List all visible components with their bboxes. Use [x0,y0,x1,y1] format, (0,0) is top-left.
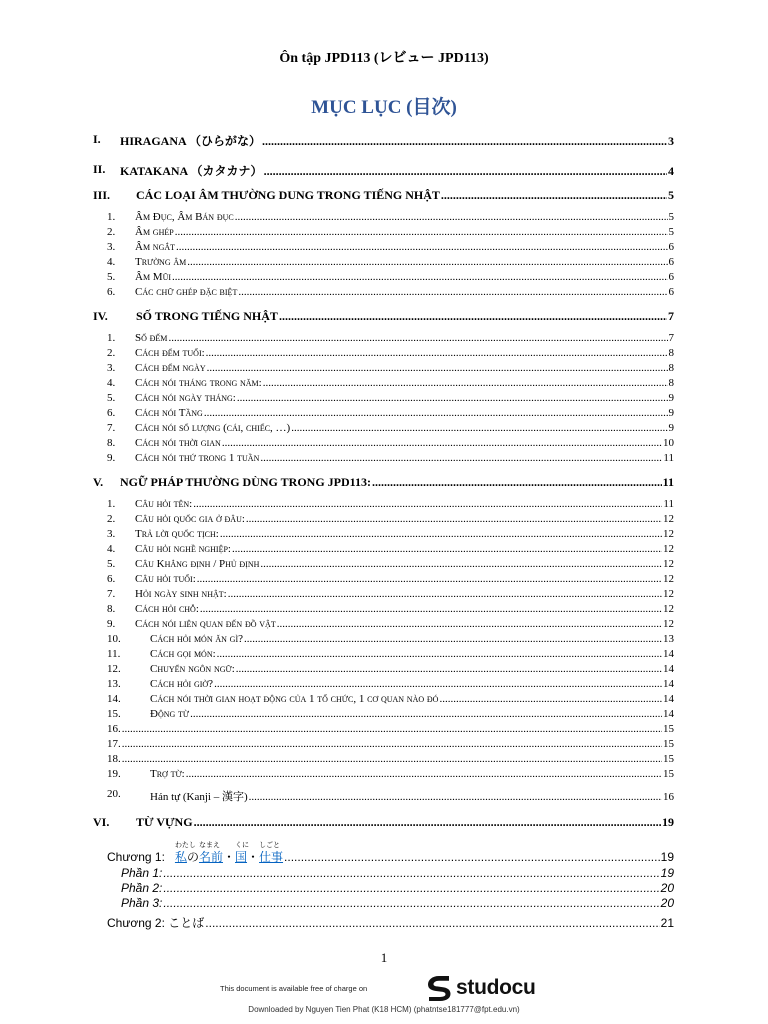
toc-entry-body [135,377,674,389]
toc-entry-number: 8. [107,437,116,449]
toc-entry-page: 14 [663,663,674,675]
toc-entry[interactable] [0,422,768,436]
toc-entry-title: Cách đếm tuổi: [135,347,205,359]
toc-entry-page: 5 [668,188,674,202]
toc-entry[interactable] [0,693,768,707]
toc-entry-body [135,286,674,298]
toc-entry-body [135,226,674,238]
toc-leader-dots [291,422,667,434]
furigana: わたし [174,842,196,849]
toc-entry-page: 12 [663,603,674,615]
toc-entry-page: 15 [663,723,674,735]
toc-entry-page: 8 [668,347,674,359]
toc-entry[interactable] [0,241,768,255]
toc-entry-title: Âm Đục, Âm Bán đục [135,211,234,223]
toc-entry-page: 6 [668,256,674,268]
toc-entry-number: II. [93,162,106,176]
toc-entry-page: 14 [663,693,674,705]
toc-entry-title: Cách nói tháng trong năm: [135,377,262,389]
toc-entry-title: Trợ từ: [150,768,185,780]
toc-entry[interactable] [0,309,768,323]
toc-entry-title: Cách nói liên quan đến đồ vật [135,618,276,630]
toc-entry-page: 11 [663,498,674,510]
toc-entry-body [150,788,674,804]
toc-entry-body [135,513,674,525]
toc-entry-number: 20. [107,788,121,800]
toc-leader-dots [200,603,662,615]
toc-entry[interactable] [0,377,768,391]
toc-entry-title: Số đếm [135,332,168,344]
kana-particle: ・ [247,850,260,864]
toc-entry-body [150,708,674,720]
toc-entry-number: 2. [107,347,116,359]
toc-entry-page: 9 [668,392,674,404]
toc-entry[interactable] [0,162,768,176]
toc-entry-page: 12 [663,558,674,570]
toc-entry-title: Động từ [150,708,190,720]
toc-leader-dots [220,528,662,540]
toc-entry-body [135,241,674,253]
toc-entry-page: 16 [663,791,674,803]
toc-entry-title: HIRAGANA （ひらがな） [120,134,262,148]
toc-leader-dots [263,377,668,389]
furigana: なまえ [198,842,220,849]
kanji-word: 仕事 しごと [259,842,284,864]
toc-entry-page: 12 [663,618,674,630]
toc-entry[interactable] [0,452,768,466]
toc-entry-page: 12 [663,573,674,585]
toc-entry-title: 18. [107,753,121,765]
toc-entry-page: 20 [660,881,674,895]
toc-entry-title: Âm Mũi [135,271,172,283]
toc-entry-number: 15. [107,708,121,720]
toc-leader-dots [277,618,662,630]
toc-entry[interactable] [0,768,768,782]
toc-entry-number: 2. [107,226,116,238]
toc-entry-body [120,162,674,179]
toc-entry-page: 12 [663,543,674,555]
toc-entry-number: 6. [107,407,116,419]
toc-entry[interactable] [0,633,768,647]
toc-entry-page: 12 [663,588,674,600]
toc-entry-number: 5. [107,271,116,283]
toc-entry-body [135,573,674,585]
toc-entry[interactable] [0,513,768,527]
toc-entry-page: 11 [662,475,674,489]
toc-entry-page: 11 [663,452,674,464]
toc-leader-dots [207,362,668,374]
toc-entry[interactable] [0,663,768,677]
toc-entry-body [135,528,674,540]
toc-entry-page: 14 [663,708,674,720]
toc-entry-page: 19 [662,815,674,829]
toc-entry-title: Câu Khẳng định / Phủ định [135,558,260,570]
document-title: Ôn tập JPD113 (レビュー JPD113) [279,51,489,66]
toc-entry-number: 4. [107,256,116,268]
toc-entry-number: 14. [107,693,121,705]
toc-leader-dots [284,850,660,864]
toc-entry-title: Chuyển ngôn ngữ: [150,663,235,675]
kanji-word: 私 わたし [174,842,196,864]
toc-leader-dots [236,663,662,675]
toc-entry-title: Trả lời quốc tịch: [135,528,219,540]
toc-entry[interactable] [0,588,768,602]
toc-entry-body [135,422,674,434]
toc-entry-page: 8 [668,377,674,389]
toc-entry-body [135,332,674,344]
toc-entry[interactable] [0,842,768,864]
toc-leader-dots [246,513,662,525]
toc-entry[interactable] [0,881,768,895]
toc-leader-dots [372,475,662,490]
toc-entry-page: 5 [668,211,674,223]
toc-leader-dots [204,407,668,419]
toc-entry[interactable] [0,475,768,489]
toc-entry-number: 10. [107,633,121,645]
toc-entry-title: Hán tự (Kanji – 漢字) [150,791,248,803]
toc-entry-title: Cách nói thời gian hoạt động của 1 tổ chức, 1 cơ quan nào đó [150,693,439,705]
toc-leader-dots [264,164,667,179]
toc-leader-dots [235,211,668,223]
toc-entry-body [150,663,674,675]
toc-entry-title: Cách đếm ngày [135,362,206,374]
toc-entry-body [136,188,674,203]
furigana: くに [235,842,249,849]
toc-entry-number: 4. [107,543,116,555]
toc-leader-dots [194,815,661,830]
toc-entry[interactable] [0,437,768,451]
toc-entry-number: 1. [107,332,116,344]
toc-entry-number: 2. [107,513,116,525]
toc-leader-dots [163,866,659,880]
toc-entry-body [150,678,674,690]
studocu-logo-icon [425,974,453,1002]
toc-leader-dots [163,896,659,910]
toc-entry-number: 7. [107,588,116,600]
toc-leader-dots [238,286,667,298]
toc-entry-title: Âm ghép [135,226,174,238]
toc-entry[interactable] [0,788,768,802]
toc-entry-body [135,437,674,449]
toc-entry-title: Cách nói Tầng [135,407,203,419]
toc-entry-body [120,132,674,149]
toc-entry[interactable] [0,498,768,512]
toc-leader-dots [193,498,662,510]
toc-entry[interactable] [0,573,768,587]
toc-entry-number: 6. [107,286,116,298]
toc-entry-page: 6 [668,271,674,283]
toc-entry-title: Cách nói thời gian [135,437,221,449]
toc-entry-title: Câu hỏi quốc gia ở đâu: [135,513,245,525]
toc-entry-body [135,543,674,555]
toc-entry-title: Phần 2: [121,881,163,895]
toc-leader-dots [186,768,662,780]
toc-entry-body [107,723,674,735]
page-number: 1 [380,950,388,965]
toc-leader-dots [190,708,662,720]
toc-entry-number: VI. [93,815,110,829]
toc-entry-body [135,618,674,630]
toc-entry-body [107,738,674,750]
toc-entry-number: III. [93,188,111,202]
toc-entry[interactable] [0,286,768,300]
toc-leader-dots [232,543,662,555]
toc-leader-dots [187,256,667,268]
toc-entry[interactable] [0,678,768,692]
toc-leader-dots [260,452,662,464]
toc-entry[interactable] [0,866,768,880]
toc-entry-body [121,866,674,880]
toc-entry-title: 16. [107,723,121,735]
toc-entry[interactable] [0,815,768,829]
toc-entry-number: 19. [107,768,121,780]
toc-leader-dots [279,309,667,324]
toc-entry-page: 20 [660,896,674,910]
toc-entry-title: Phần 3: [121,896,163,910]
toc-entry-number: 9. [107,452,116,464]
toc-entry-title: CÁC LOẠI ÂM THƯỜNG DUNG TRONG TIẾNG NHẬT [136,188,440,202]
toc-entry[interactable] [0,618,768,632]
toc-entry-title: NGỮ PHÁP THƯỜNG DÙNG TRONG JPD113: [120,475,372,489]
toc-entry-body [135,256,674,268]
toc-entry-body [135,452,674,464]
toc-entry-title: Cách nói số lượng (cái, chiếc, …) [135,422,291,434]
toc-entry[interactable] [0,188,768,202]
toc-entry-title: KATAKANA （カタカナ） [120,164,263,178]
toc-entry-page: 21 [660,916,674,930]
toc-entry[interactable] [0,528,768,542]
toc-entry[interactable] [0,753,768,767]
toc-entry[interactable] [0,332,768,346]
toc-entry-number: 12. [107,663,121,675]
toc-leader-dots [163,881,659,895]
toc-entry-number: 1. [107,211,116,223]
toc-entry-number: IV. [93,309,108,323]
toc-entry-body [121,881,674,895]
toc-leader-dots [175,226,668,238]
toc-entry-title: Chương 1: [107,850,165,864]
toc-entry-title: 17. [107,738,121,750]
toc-entry-page: 7 [668,332,674,344]
toc-entry-page: 15 [663,738,674,750]
toc-entry[interactable] [0,558,768,572]
toc-entry-page: 15 [663,753,674,765]
toc-entry[interactable] [0,362,768,376]
toc-entry-body [135,558,674,570]
toc-entry-page: 14 [663,678,674,690]
toc-entry-body [121,896,674,910]
toc-entry-number: 9. [107,618,116,630]
toc-entry-number: I. [93,132,101,146]
toc-leader-dots [122,723,662,735]
studocu-brand-text: studocu [456,976,536,999]
toc-entry-page: 5 [668,226,674,238]
toc-entry-title: Cách nói thứ trong 1 tuần [135,452,260,464]
toc-leader-dots [172,271,667,283]
toc-entry[interactable] [0,708,768,722]
toc-entry-title: Hỏi ngày sinh nhật: [135,588,227,600]
toc-entry-page: 3 [668,134,674,148]
toc-entry-body [135,392,674,404]
toc-entry-body [107,842,674,865]
toc-entry-title: Câu hỏi tuổi: [135,573,196,585]
toc-entry-body [120,475,674,490]
toc-entry[interactable] [0,256,768,270]
toc-entry[interactable] [0,132,768,146]
toc-entry-body [135,407,674,419]
toc-entry-title: Phần 1: [121,866,163,880]
toc-leader-dots [206,347,668,359]
toc-entry-page: 10 [663,437,674,449]
toc-entry[interactable] [0,914,768,928]
toc-entry[interactable] [0,648,768,662]
toc-entry[interactable] [0,738,768,752]
toc-entry-body [136,309,674,324]
toc-entry[interactable] [0,543,768,557]
toc-leader-dots [260,558,662,570]
toc-entry-title: Âm ngắt [135,241,176,253]
toc-entry-page: 13 [663,633,674,645]
toc-entry-number: 13. [107,678,121,690]
toc-leader-dots [214,678,662,690]
toc-entry[interactable] [0,723,768,737]
toc-entry-page: 6 [668,286,674,298]
toc-entry-body [107,753,674,765]
kanji-word: 国 くに [235,842,249,864]
toc-entry-page: 4 [668,164,674,178]
toc-entry-title: TỪ VỰNG [136,815,193,829]
furigana: しごと [259,842,281,849]
toc-leader-dots [205,916,659,930]
toc-leader-dots [176,241,667,253]
toc-entry-body [135,211,674,223]
toc-leader-dots [237,392,668,404]
toc-entry-title: Chương 2: ことば [107,916,205,930]
toc-entry-number: 3. [107,528,116,540]
toc-entry-body [135,271,674,283]
toc-entry-title: Các chữ ghép đặc biệt [135,286,238,298]
toc-entry-number: 8. [107,603,116,615]
toc-entry-number: V. [93,475,104,489]
kanji-word: 名前 なまえ [198,842,223,864]
toc-leader-dots [197,573,662,585]
toc-leader-dots [439,693,662,705]
toc-leader-dots [122,738,662,750]
toc-entry-title: Cách nói ngày tháng: [135,392,236,404]
toc-leader-dots [168,332,667,344]
toc-leader-dots [222,437,662,449]
toc-leader-dots [217,648,662,660]
availability-notice: This document is available free of charge on [220,984,368,993]
toc-leader-dots [122,753,662,765]
toc-entry-page: 8 [668,362,674,374]
toc-entry-number: 3. [107,241,116,253]
toc-entry[interactable] [0,211,768,225]
toc-entry[interactable] [0,347,768,361]
toc-entry-number: 7. [107,422,116,434]
toc-entry[interactable] [0,603,768,617]
toc-entry-title: SỐ TRONG TIẾNG NHẬT [136,309,278,323]
toc-entry[interactable] [0,271,768,285]
studocu-footer [0,968,768,1024]
toc-entry-page: 19 [660,866,674,880]
toc-entry-page: 9 [668,407,674,419]
toc-entry-page: 19 [660,850,674,864]
toc-entry-page: 15 [663,768,674,780]
download-attribution: Downloaded by Nguyen Tien Phat (K18 HCM) (phatntse181777@fpt.edu.vn) [248,1005,520,1014]
kana-particle: の [186,850,199,864]
toc-entry-title: Cách hỏi món ăn gì? [150,633,243,645]
kana-particle: ・ [222,850,235,864]
toc-entry-number: 5. [107,392,116,404]
toc-entry-body [135,347,674,359]
toc-leader-dots [249,791,662,803]
chapter1-japanese-title[interactable] [174,842,284,865]
toc-entry[interactable] [0,226,768,240]
toc-entry-body [135,603,674,615]
toc-entry[interactable] [0,896,768,910]
toc-entry-page: 12 [663,513,674,525]
toc-leader-dots [244,633,662,645]
toc-entry-number: 6. [107,573,116,585]
toc-leader-dots [228,588,662,600]
toc-entry-number: 1. [107,498,116,510]
toc-entry-number: 5. [107,558,116,570]
toc-entry-page: 9 [668,422,674,434]
toc-entry-body [135,588,674,600]
toc-leader-dots [262,134,667,149]
toc-entry-page: 6 [668,241,674,253]
toc-leader-dots [441,188,667,203]
toc-entry-title: Cách gọi món: [150,648,216,660]
toc-entry-title: Trường âm [135,256,187,268]
studocu-logo[interactable] [425,974,536,1002]
toc-entry-number: 4. [107,377,116,389]
toc-entry-page: 14 [663,648,674,660]
toc-heading: MỤC LỤC (目次) [311,97,457,118]
toc-entry[interactable] [0,407,768,421]
toc-entry-body [107,914,674,931]
toc-entry[interactable] [0,392,768,406]
toc-entry-number: 3. [107,362,116,374]
toc-entry-title: Cách hỏi giờ? [150,678,214,690]
toc-entry-body [150,648,674,660]
toc-entry-title: Câu hỏi nghề nghiệp: [135,543,231,555]
toc-entry-number: 11. [107,648,121,660]
toc-entry-title: Cách hỏi chỗ: [135,603,199,615]
toc-entry-body [135,362,674,374]
toc-entry-body [150,633,674,645]
toc-entry-body [136,815,674,830]
toc-entry-page: 12 [663,528,674,540]
toc-entry-body [150,693,674,705]
toc-entry-body [135,498,674,510]
toc-entry-page: 7 [668,309,674,323]
toc-entry-body [150,768,674,780]
toc-entry-title: Câu hỏi tên: [135,498,193,510]
